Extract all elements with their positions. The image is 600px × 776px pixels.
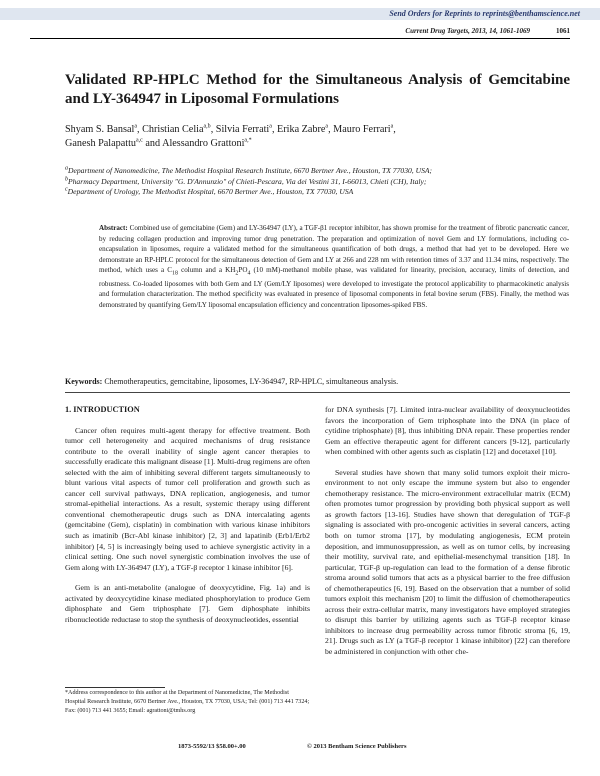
author-separator: , (393, 124, 396, 135)
author-affiliation-mark: a (325, 123, 329, 130)
author-list (65, 123, 570, 151)
abstract-subscript: 18 (172, 270, 178, 277)
body-paragraph: Several studies have shown that many solid tumors exploit their micro-environment to not only escape the immune system but also to engender chemotherapy resistance. The micro-environment extracellular matrix (ECM) often promotes tumor progression by providing both physical support as well as growth factors [13-16]. Studies have shown that deregulation of TGF-β signaling is associated with pro-oncogenic activities in several cancers, acting both on tumor stroma [17], by modulating angiogenesis, ECM protein deposition, and immunosuppression, as well as on tumor cells, by increasing their motility, survival rate, and epithelial-mesenchymal transition [18]. In particular, TGF-β up-regulation can lead to the formation of a dense fibrotic stroma around solid tumors that acts as a physical barrier to the free diffusion of chemotherapeutics [6, 19]. Based on the observation that a number of solid tumors exploit this mechanism [20] to limit the diffusion of chemotherapeutics across their extra-cellular matrix, many investigators have employed strategies to disrupt this barrier by utilizing agents such as TGF-β receptor kinase inhibitors to increase drug permeability across tumor fibrotic stroma [6, 19, 21]. Drugs such as LY (a TGF-β receptor 1 kinase inhibitor) [22] can therefore be administered in conjunction with other che- (325, 467, 570, 657)
section-divider (65, 392, 570, 393)
keywords (65, 376, 570, 387)
abstract-text: Combined use of gemcitabine (Gem) and LY-364947 (LY), a TGF-β1 receptor inhibitor, has shown promise for the treatment of fibrotic pancreatic cancer, by reducing collagen production and improving tumor drug penetration. The preparation and optimization of novel Gem and LY formulations, including co-encapsulation in liposomes, require a validated method for the simultaneous quantification of both drugs, a method that had yet to be developed. Here we demonstrate an RP-HPLC protocol for the simultaneous detection of Gem and LY at 266 and 228 nm with retention times of 3.37 and 11.34 mins, respectively. The method, which uses a C (99, 224, 569, 274)
affiliation-text: Department of Nanomedicine, The Methodist Hospital Research Institute, 6670 Bertner Ave., Houston, TX 77030, USA; (68, 166, 433, 175)
journal-citation: Current Drug Targets, 2013, 14, 1061-1069 (405, 27, 530, 35)
abstract-label: Abstract: (99, 224, 128, 232)
affiliation-mark: b (65, 175, 68, 182)
affiliation-mark: a (65, 165, 68, 172)
author-affiliation-mark: a (390, 123, 394, 130)
header-divider (30, 38, 570, 39)
affiliation-text: Department of Urology, The Methodist Hospital, 6670 Bertner Ave., Houston, TX 77030, USA (67, 187, 354, 196)
affiliation-text: Pharmacy Department, University "G. D'Annunzio" of Chieti-Pescara, Via dei Vestini 31, I-66013, Chieti (CH), Italy; (68, 176, 427, 186)
correspondence-footnote: *Address correspondence to this author at the Department of Nanomedicine, The Methodist Hospital Research Institute, 6670 Bertner Ave., Houston, TX 77030, USA; Tel: (001) 713 441 7324; Fax: (001) 713 441 3655; Email: agrattoni@tmhs.org (65, 690, 310, 714)
author-name: , Silvia Ferrati (210, 124, 270, 135)
abstract-text: column and a KH (177, 266, 236, 274)
affiliations (65, 166, 570, 198)
affiliation (65, 166, 570, 177)
abstract-subscript: 4 (247, 270, 251, 277)
author-affiliation-mark: a (134, 123, 138, 130)
right-column (325, 405, 570, 658)
running-header (30, 27, 570, 37)
author-name: , Erika Zabre (271, 124, 326, 135)
abstract (99, 223, 569, 310)
author-name: , Mauro Ferrari (328, 124, 391, 135)
issn-price: 1873-5592/13 $58.00+.00 (178, 743, 246, 750)
section-heading: 1. INTRODUCTION (65, 405, 140, 414)
article-title: Validated RP-HPLC Method for the Simultaneous Analysis of Gemcitabine and LY-364947 in Liposomal Formulations (65, 72, 570, 107)
page-number: 1061 (556, 27, 570, 35)
abstract-text: (10 mM)-methanol mobile phase, was validated for linearity, precision, accuracy, limits of detection, and robustness. Co-loaded liposomes with both Gem and LY (Gem/LY liposomes) were developed to investigate the protocol applicability to pharmacokinetic analysis and formulation characterization. The method specificity was evaluated in presence of liposomal components in fetal bovine serum (FBS). Finally, the method was demonstrated by quantifying Gem/LY liposomal encapsulation efficiency and concentration liposomes-spiked FBS. (99, 266, 569, 309)
left-column (65, 405, 310, 625)
author-name: Ganesh Palapattu (65, 138, 137, 149)
body-paragraph: for DNA synthesis [7]. Limited intra-nuclear availability of deoxynucleotides favors the incorporation of Gem triphosphate into the DNA (in place of cytidine triphosphate) [8], thus inhibiting DNA repair. These properties render Gem an effective therapeutic agent for different cancers [9-12], particularly when combined with other agents such as cisplatin [12] and docetaxel [10]. (325, 405, 570, 457)
author-affiliation-mark: a,b (203, 123, 211, 130)
author-affiliation-mark: a (269, 123, 272, 130)
abstract-text: PO (238, 266, 248, 274)
author-name: , Christian Celia (137, 124, 204, 135)
reprint-notice: Send Orders for Reprints to reprints@benthamscience.net (389, 9, 580, 18)
keywords-label: Keywords: (65, 377, 103, 386)
affiliation-mark: c (65, 186, 68, 193)
author-affiliation-mark: a,* (244, 137, 252, 144)
body-paragraph: Gem is an anti-metabolite (analogue of deoxycytidine, Fig. 1a) and is activated by deoxycytidine kinase mediated phosphorylation to produce Gem diphosphate and Gem triphosphate [7]. Gem diphosphate inhibits ribonucleotide reductase to stop the synthesis of deoxynucleotides, essential (65, 583, 310, 624)
affiliation (65, 177, 570, 188)
abstract-subscript: 2 (235, 270, 239, 277)
copyright: © 2013 Bentham Science Publishers (307, 743, 407, 750)
body-paragraph: Cancer often requires multi-agent therapy for effective treatment. Both tumor cell heterogeneity and acquired mechanisms of drug resistance contribute to the overall inability of single agent cancer therapies to successfully eradicate this malignant disease [1]. Multi-drug regimens are often selected with the aim of inhibiting several different targets simultaneously to blunt various vital aspects of tumor cell proliferation and growth such as cancer cell survival pathways, DNA replication, angiogenesis, and tumor stromal-epithelial interactions. As a result, systemic therapy using different conventional chemotherapeutic drugs such as DNA intercalating agents (gemcitabine (Gem), cisplatin) in combination with various kinase inhibitors such as imatinib (Bcr-Abl kinase inhibitor) [2, 3] and lapatinib (Erb1/Erb2 inhibitor) [4, 5] is increasingly being used to achieve synergistic activity in a clinical setting. One such novel synergistic combination involves the use of Gem along with LY-364947 (LY), a TGF-β receptor 1 kinase inhibitor [6]. (65, 425, 310, 572)
author-name: and Alessandro Grattoni (142, 138, 245, 149)
footnote-divider (65, 687, 165, 688)
author-name: Shyam S. Bansal (65, 124, 135, 135)
keywords-text: Chemotherapeutics, gemcitabine, liposomes, LY-364947, RP-HPLC, simultaneous analysis. (102, 377, 399, 386)
author-affiliation-mark: a,c (136, 137, 143, 144)
affiliation (65, 187, 570, 198)
